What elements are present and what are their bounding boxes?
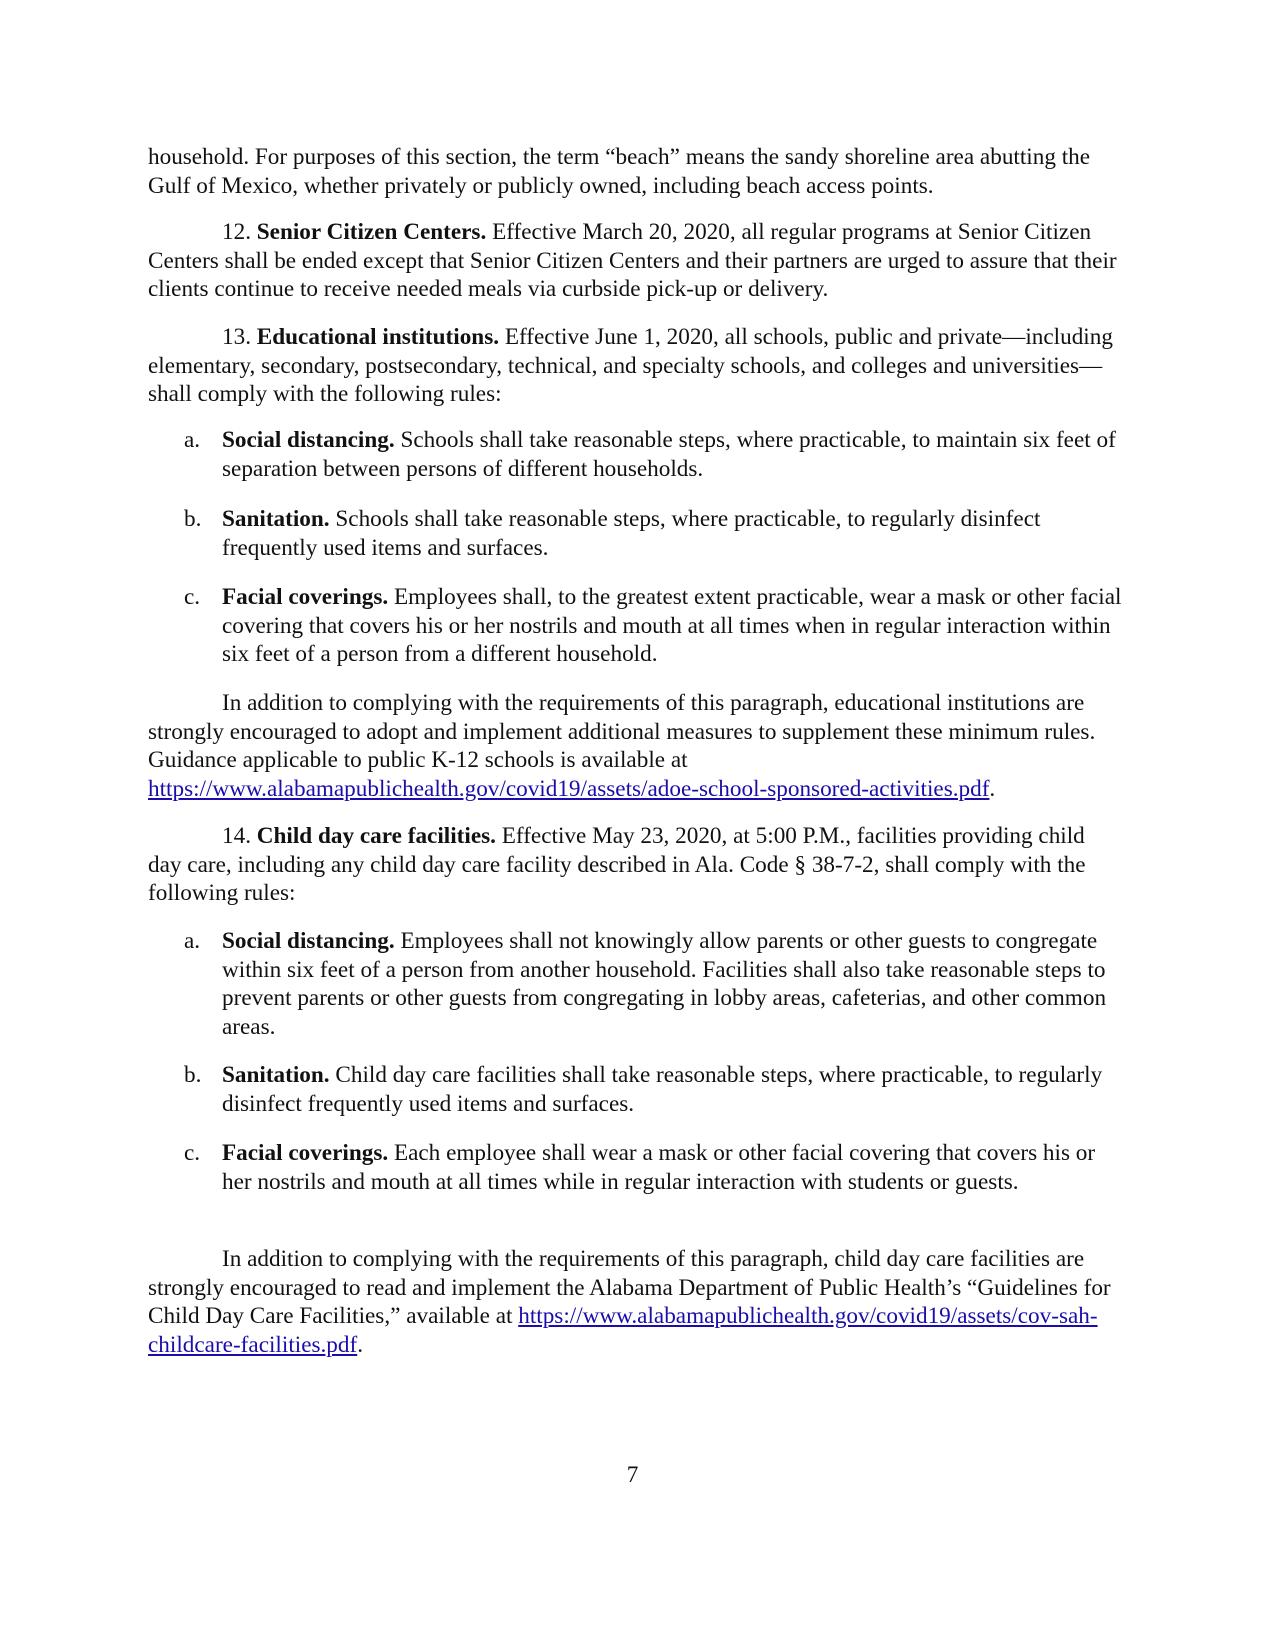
list-item-heading: Sanitation. (222, 1062, 330, 1088)
list-item-body (222, 1061, 1124, 1118)
list-letter: c. (184, 1140, 201, 1166)
list-item-text: Schools shall take reasonable steps, where practicable, to maintain six feet of separation between persons of different households. (222, 427, 1116, 482)
section-13-closing-end: . (989, 775, 996, 802)
section-13-item-b (184, 505, 1124, 562)
section-14-number: 14. (222, 823, 251, 849)
paragraph-continuation (148, 143, 1123, 200)
section-12-text: Effective March 20, 2020, all regular programs at Senior Citizen Centers shall be ended except that Senior Citizen Centers and their partners are urged to assure that their clients continue to receive needed meals via curbside pick-up or delivery. (148, 219, 1117, 302)
adoe-guidance-link[interactable]: https://www.alabamapublichealth.gov/covid19/assets/adoe-school-sponsored-activities.pdf (148, 775, 990, 802)
section-14 (148, 822, 1123, 908)
section-14-closing (148, 1245, 1123, 1359)
section-14-item-b (184, 1061, 1124, 1118)
list-item-body (222, 927, 1124, 1041)
section-14-item-c (184, 1139, 1124, 1196)
list-item-text: Employees shall, to the greatest extent practicable, wear a mask or other facial covering that covers his or her nostrils and mouth at all times when in regular interaction within six feet of a person from a different household. (222, 584, 1122, 667)
list-item-heading: Facial coverings. (222, 584, 389, 610)
list-item-heading: Social distancing. (222, 427, 395, 453)
list-letter: b. (184, 1062, 202, 1088)
list-letter: c. (184, 584, 201, 610)
list-item-body (222, 583, 1124, 669)
section-14-text: Effective May 23, 2020, at 5:00 P.M., facilities providing child day care, including any child day care facility described in Ala. Code § 38-7-2, shall comply with the following rules: (148, 823, 1086, 906)
list-item-text: Schools shall take reasonable steps, where practicable, to regularly disinfect frequently used items and surfaces. (222, 506, 1041, 561)
list-item-heading: Social distancing. (222, 928, 395, 954)
list-item-heading: Facial coverings. (222, 1140, 389, 1166)
list-letter: a. (184, 427, 201, 453)
page-number: 7 (626, 1462, 639, 1488)
section-14-item-a (184, 927, 1124, 1041)
section-13-item-c (184, 583, 1124, 669)
section-13-item-a (184, 426, 1124, 483)
section-13-heading: Educational institutions. (256, 324, 500, 350)
list-item-body (222, 426, 1124, 483)
section-13-closing-text: In addition to complying with the requirements of this paragraph, educational institutions are strongly encouraged to adopt and implement additional measures to supplement these minimum rules. Guidance applicable to public K-12 schools is available at (148, 690, 1096, 773)
list-item-text: Child day care facilities shall take reasonable steps, where practicable, to regularly disinfect frequently used items and surfaces. (222, 1062, 1103, 1117)
section-12 (148, 218, 1123, 304)
section-13-text: Effective June 1, 2020, all schools, public and private—including elementary, secondary, postsecondary, technical, and specialty schools, and colleges and universities—shall comply with the following rules: (148, 324, 1113, 407)
list-letter: a. (184, 928, 201, 954)
section-12-number: 12. (222, 219, 251, 245)
section-13-number: 13. (222, 324, 251, 350)
list-item-text: Each employee shall wear a mask or other facial covering that covers his or her nostrils and mouth at all times while in regular interaction with students or guests. (222, 1140, 1096, 1195)
list-item-body (222, 1139, 1124, 1196)
section-13 (148, 323, 1123, 409)
section-12-heading: Senior Citizen Centers. (256, 219, 487, 245)
section-14-heading: Child day care facilities. (256, 823, 496, 849)
list-item-heading: Sanitation. (222, 506, 330, 532)
list-letter: b. (184, 506, 202, 532)
paragraph-continuation-text: household. For purposes of this section, the term “beach” means the sandy shoreline area abutting the Gulf of Mexico, whether privately or publicly owned, including beach access points. (148, 144, 1091, 199)
list-item-body (222, 505, 1124, 562)
section-14-closing-end: . (357, 1331, 364, 1358)
section-14-closing-text: In addition to complying with the requirements of this paragraph, child day care facilities are strongly encouraged to read and implement the Alabama Department of Public Health’s “Guidelines for Child Day Care Facilities,” available at (148, 1246, 1111, 1329)
childcare-guidelines-link[interactable]: https://www.alabamapublichealth.gov/covid19/assets/cov-sah-childcare-facilities.pdf (148, 1303, 1098, 1358)
section-13-closing (148, 689, 1123, 803)
list-item-text: Employees shall not knowingly allow parents or other guests to congregate within six feet of a person from another household. Facilities shall also take reasonable steps to prevent parents or other guests from congregating in lobby areas, cafeterias, and other common areas. (222, 928, 1107, 1040)
